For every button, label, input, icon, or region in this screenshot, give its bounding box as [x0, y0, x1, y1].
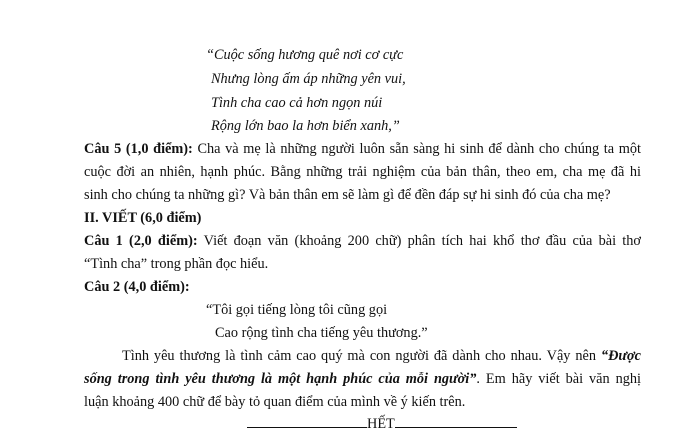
quote-line-1: “Tôi gọi tiếng lòng tôi cũng gọi [206, 302, 388, 318]
poem-line-1: “Cuộc sống hương quê nơi cơ cực [206, 47, 404, 63]
writing-question-1-label: Câu 1 (2,0 điểm): [84, 233, 198, 249]
end-label: HẾT [367, 416, 395, 432]
writing-question-2-label: Câu 2 (4,0 điểm): [84, 279, 190, 295]
poem-line-4: Rộng lớn bao la hơn biển xanh,” [211, 118, 400, 134]
question-5-line-1 [84, 140, 641, 158]
question-5-line-2: cuộc đời an nhiên, hạnh phúc. Bằng những trải nghiệm của bản thân, theo em, cha mẹ đã hi [84, 164, 641, 180]
question-5-line-3: sinh cho chúng ta những gì? Và bản thân em sẽ làm gì để đền đáp sự hi sinh đó của cha mẹ? [84, 187, 611, 203]
end-line-right [395, 414, 517, 428]
poem-line-3: Tình cha cao cả hơn ngọn núi [211, 95, 383, 111]
question-5-label: Câu 5 (1,0 điểm): [84, 141, 193, 157]
poem-line-2: Nhưng lòng ấm áp những yên vui, [211, 71, 406, 87]
quote-line-2: Cao rộng tình cha tiếng yêu thương.” [215, 325, 428, 341]
end-line-left [247, 414, 367, 428]
question-5-text-1: Cha và mẹ là những người luôn sẵn sàng hi sinh để dành cho chúng ta một [197, 141, 641, 157]
end-marker [247, 414, 517, 433]
section-2-heading: II. VIẾT (6,0 điểm) [84, 210, 202, 226]
paragraph-text-1: Tình yêu thương là tình cảm cao quý mà con người đã dành cho nhau. Vậy nên [122, 348, 596, 364]
writing-question-1-line-2: “Tình cha” trong phần đọc hiểu. [84, 256, 269, 272]
paragraph-emphasis-2: sống trong tình yêu thương là một hạnh phúc của mỗi người” [84, 371, 477, 387]
writing-question-1-text-1: Viết đoạn văn (khoảng 200 chữ) phân tích hai khổ thơ đầu của bài thơ [203, 233, 641, 249]
paragraph-line-3: luận khoảng 400 chữ để bày tỏ quan điểm của mình về ý kiến trên. [84, 394, 466, 410]
paragraph-line-1 [122, 347, 641, 365]
paragraph-text-2: . Em hãy viết bài văn nghị [476, 371, 641, 387]
paragraph-emphasis-1: “Được [600, 348, 641, 364]
writing-question-1-line-1 [84, 232, 641, 250]
paragraph-line-2 [84, 370, 641, 388]
